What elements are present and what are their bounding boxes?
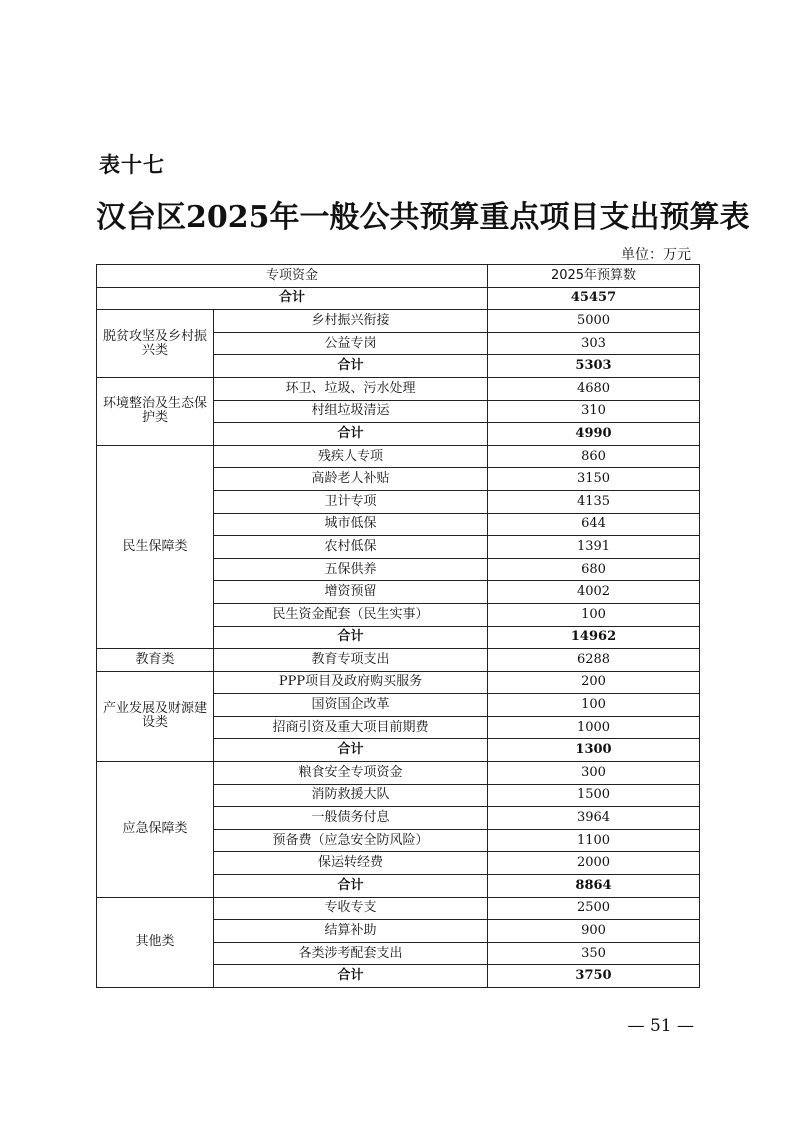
subtotal-label: 合计 — [214, 875, 488, 898]
budget-table-body — [97, 265, 700, 988]
item-value-cell: 644 — [488, 513, 700, 536]
item-value-cell: 100 — [488, 694, 700, 717]
table-row — [97, 310, 700, 333]
subtotal-label: 合计 — [214, 739, 488, 762]
grand-total-row — [97, 287, 700, 310]
item-value-cell: 2500 — [488, 897, 700, 920]
item-value-cell: 4002 — [488, 581, 700, 604]
item-name-cell: 环卫、垃圾、污水处理 — [214, 377, 488, 400]
item-name-cell: 招商引资及重大项目前期费 — [214, 716, 488, 739]
item-value-cell: 350 — [488, 942, 700, 965]
item-name-cell: 五保供养 — [214, 558, 488, 581]
item-value-cell: 5000 — [488, 310, 700, 333]
item-name-cell: 保运转经费 — [214, 852, 488, 875]
table-row — [97, 649, 700, 672]
table-row — [97, 897, 700, 920]
category-cell: 环境整治及生态保护类 — [97, 377, 214, 445]
item-name-cell: 专收专支 — [214, 897, 488, 920]
item-value-cell: 860 — [488, 445, 700, 468]
item-name-cell: 粮食安全专项资金 — [214, 762, 488, 785]
budget-table — [96, 264, 700, 988]
item-name-cell: 乡村振兴衔接 — [214, 310, 488, 333]
item-value-cell: 300 — [488, 762, 700, 785]
grand-total-value: 45457 — [488, 287, 700, 310]
category-cell: 民生保障类 — [97, 445, 214, 648]
item-value-cell: 3964 — [488, 807, 700, 830]
item-name-cell: 卫计专项 — [214, 490, 488, 513]
subtotal-label: 合计 — [214, 965, 488, 988]
item-name-cell: 一般债务付息 — [214, 807, 488, 830]
item-name-cell: 残疾人专项 — [214, 445, 488, 468]
item-value-cell: 3150 — [488, 468, 700, 491]
subtotal-value: 3750 — [488, 965, 700, 988]
item-name-cell: PPP项目及政府购买服务 — [214, 671, 488, 694]
category-cell: 产业发展及财源建设类 — [97, 671, 214, 761]
item-name-cell: 城市低保 — [214, 513, 488, 536]
item-value-cell: 1500 — [488, 784, 700, 807]
subtotal-label: 合计 — [214, 355, 488, 378]
item-value-cell: 680 — [488, 558, 700, 581]
subtotal-value: 8864 — [488, 875, 700, 898]
grand-total-label: 合计 — [97, 287, 488, 310]
item-name-cell: 教育专项支出 — [214, 649, 488, 672]
item-name-cell: 增资预留 — [214, 581, 488, 604]
category-cell: 其他类 — [97, 897, 214, 987]
item-value-cell: 4680 — [488, 377, 700, 400]
page-title: 汉台区2025年一般公共预算重点项目支出预算表 — [96, 200, 750, 235]
item-value-cell: 200 — [488, 671, 700, 694]
subtotal-value: 4990 — [488, 423, 700, 446]
item-name-cell: 消防救援大队 — [214, 784, 488, 807]
item-name-cell: 民生资金配套（民生实事） — [214, 603, 488, 626]
item-value-cell: 900 — [488, 920, 700, 943]
item-value-cell: 310 — [488, 400, 700, 423]
header-row — [97, 265, 700, 288]
item-value-cell: 1391 — [488, 536, 700, 559]
table-row — [97, 671, 700, 694]
table-row — [97, 377, 700, 400]
item-value-cell: 303 — [488, 332, 700, 355]
item-name-cell: 各类涉考配套支出 — [214, 942, 488, 965]
category-cell: 应急保障类 — [97, 762, 214, 898]
item-value-cell: 1100 — [488, 829, 700, 852]
item-value-cell: 6288 — [488, 649, 700, 672]
table-number-label: 表十七 — [99, 153, 165, 177]
item-name-cell: 农村低保 — [214, 536, 488, 559]
category-cell: 脱贫攻坚及乡村振兴类 — [97, 310, 214, 378]
item-name-cell: 结算补助 — [214, 920, 488, 943]
item-name-cell: 预备费（应急安全防风险） — [214, 829, 488, 852]
item-name-cell: 国资国企改革 — [214, 694, 488, 717]
page-number: — 51 — — [627, 1016, 694, 1036]
item-name-cell: 高龄老人补贴 — [214, 468, 488, 491]
subtotal-label: 合计 — [214, 423, 488, 446]
item-value-cell: 1000 — [488, 716, 700, 739]
item-name-cell: 村组垃圾清运 — [214, 400, 488, 423]
item-name-cell: 公益专岗 — [214, 332, 488, 355]
category-cell: 教育类 — [97, 649, 214, 672]
table-row — [97, 445, 700, 468]
subtotal-value: 5303 — [488, 355, 700, 378]
subtotal-value: 1300 — [488, 739, 700, 762]
header-fund-cell: 专项资金 — [97, 265, 488, 288]
header-budget-cell: 2025年预算数 — [488, 265, 700, 288]
item-value-cell: 4135 — [488, 490, 700, 513]
item-value-cell: 2000 — [488, 852, 700, 875]
subtotal-value: 14962 — [488, 626, 700, 649]
unit-label: 单位：万元 — [621, 247, 691, 263]
item-value-cell: 100 — [488, 603, 700, 626]
subtotal-label: 合计 — [214, 626, 488, 649]
table-row — [97, 762, 700, 785]
